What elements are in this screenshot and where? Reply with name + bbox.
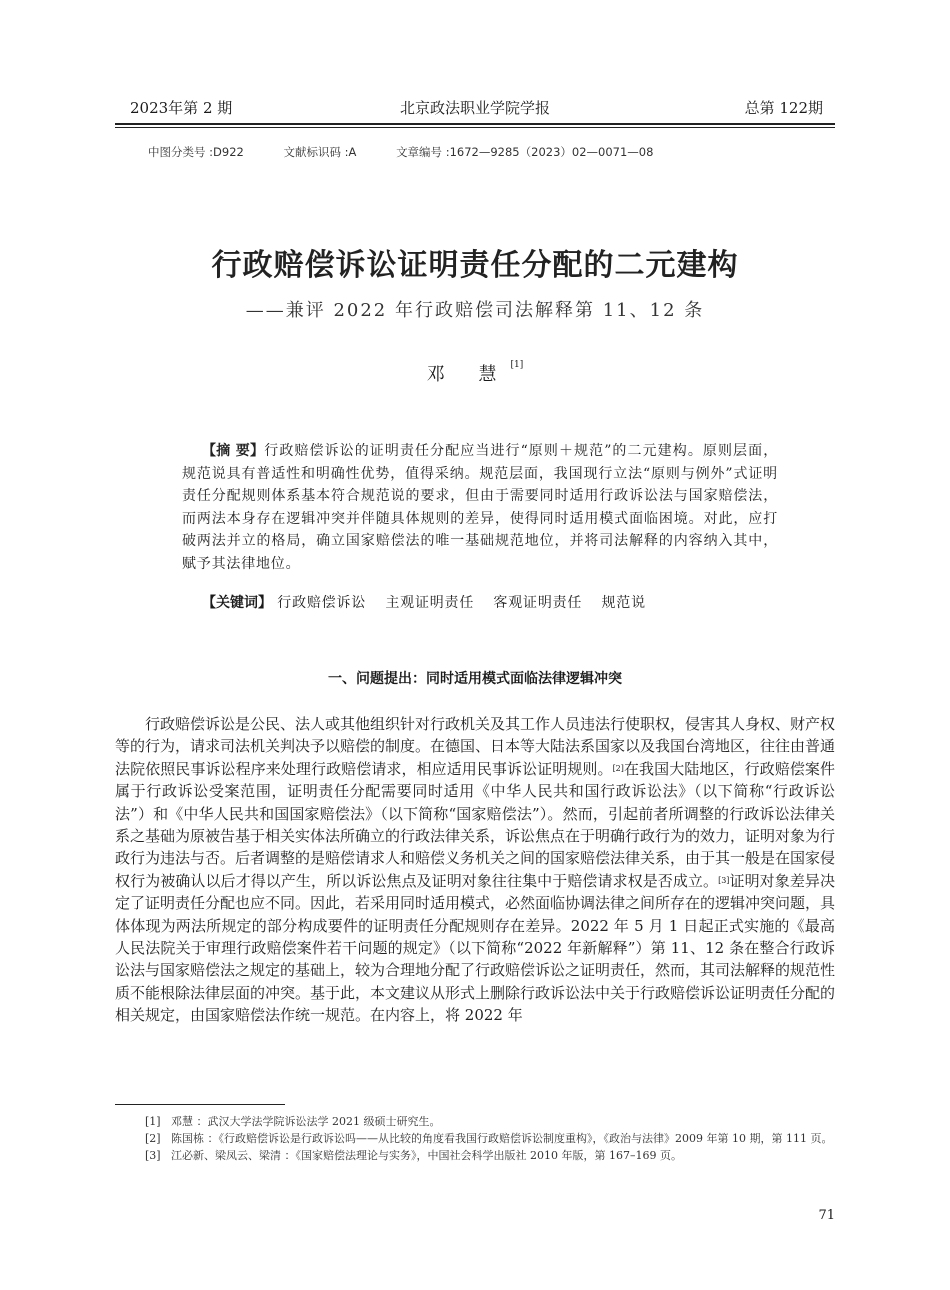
article-meta	[148, 144, 689, 160]
footnote-rule	[115, 1104, 285, 1105]
footnote-ref[interactable]: [2]	[612, 763, 624, 773]
keyword: 行政赔偿诉讼	[277, 595, 367, 611]
footnote-ref[interactable]: [3]	[718, 875, 730, 885]
author	[0, 360, 950, 386]
section-heading: 一、问题提出：同时适用模式面临法律逻辑冲突	[328, 671, 622, 687]
keywords	[202, 592, 660, 612]
keyword: 客观证明责任	[493, 595, 583, 611]
author-footnote-ref[interactable]: [1]	[510, 360, 524, 370]
document-code: 文献标识码 :A	[283, 145, 357, 159]
footnote: [1] 邓慧 ：武汉大学法学院诉讼法学 2021 级硕士研究生。	[145, 1115, 441, 1128]
footnotes	[115, 1113, 835, 1164]
clc-number: 中图分类号 :D922	[148, 145, 244, 159]
abstract-label: 【摘 要】	[202, 443, 265, 459]
author-name: 邓 慧	[426, 364, 511, 385]
article-subtitle: ——兼评 2022 年行政赔偿司法解释第 11、12 条	[245, 300, 705, 321]
keyword: 规范说	[601, 595, 646, 611]
paragraph: 行政赔偿诉讼是公民、法人或其他组织针对行政机关及其工作人员违法行使职权，侵害其人身权、财产权等的行为，请求司法机关判决予以赔偿的制度。在德国、日本等大陆法系国家以及我国台湾地区，往往由普通法院依照民事诉讼程序来处理行政赔偿请求，相应适用民事诉讼证明规则。[2]在我国大陆地区，行政赔偿案件属于行政诉讼受案范围，证明责任分配需要同时适用《中华人民共和国行政诉讼法》（以下简称“行政诉讼法”）和《中华人民共和国国家赔偿法》（以下简称“国家赔偿法”）。然而，引起前者所调整的行政诉讼法律关系之基础为原被告基于相关实体法所确立的行政法律关系，诉讼焦点在于明确行政行为的效力，证明对象为行政行为违法与否。后者调整的是赔偿请求人和赔偿义务机关之间的国家赔偿法律关系，由于其一般是在国家侵权行为被确认以后才得以产生，所以诉讼焦点及证明对象往往集中于赔偿请求权是否成立。[3]证明对象差异决定了证明责任分配也应不同。因此，若采用同时适用模式，必然面临协调法律之间所存在的逻辑冲突问题，具体体现为两法所规定的部分构成要件的证明责任分配规则存在差异。2022 年 5 月 1 日起正式实施的《最高人民法院关于审理行政赔偿案件若干问题的规定》（以下简称“2022 年新解释”）第 11、12 条在整合行政诉讼法与国家赔偿法之规定的基础上，较为合理地分配了行政赔偿诉讼之证明责任，然而，其司法解释的规范性质不能根除法律层面的冲突。基于此，本文建议从形式上删除行政诉讼法中关于行政赔偿诉讼证明责任分配的相关规定，由国家赔偿法作统一规范。在内容上，将 2022 年	[115, 715, 836, 1025]
article-number: 文章编号 :1672—9285（2023）02—0071—08	[396, 145, 654, 159]
total-issue-label: 总第 122期	[744, 99, 823, 117]
issue-label: 2023年第 2 期	[130, 99, 233, 117]
journal-name: 北京政法职业学院学报	[399, 99, 550, 117]
header-rule-thin	[115, 127, 835, 128]
footnote: [2] 陈国栋 ：《行政赔偿诉讼是行政诉讼吗——从比较的角度看我国行政赔偿诉讼制度重构》，《政治与法律》2009 年第 10 期，第 111 页。	[145, 1132, 833, 1145]
running-header	[115, 98, 835, 122]
article-title: 行政赔偿诉讼证明责任分配的二元建构	[211, 248, 739, 283]
footnote: [3] 江必新、梁凤云、梁清 ：《国家赔偿法理论与实务》，中国社会科学出版社 2010 年版，第 167–169 页。	[145, 1149, 682, 1162]
keyword: 主观证明责任	[385, 595, 475, 611]
header-rule-thick	[115, 123, 835, 125]
abstract-text: 行政赔偿诉讼的证明责任分配应当进行“原则＋规范”的二元建构。原则层面，规范说具有普适性和明确性优势，值得采纳。规范层面，我国现行立法“原则与例外”式证明责任分配规则体系基本符合规范说的要求，但由于需要同时适用行政诉讼法与国家赔偿法，而两法本身存在逻辑冲突并伴随具体规则的差异，使得同时适用模式面临困境。对此，应打破两法并立的格局，确立国家赔偿法的唯一基础规范地位，并将司法解释的内容纳入其中，赋予其法律地位。	[182, 443, 779, 572]
keywords-label: 【关键词】	[202, 595, 272, 611]
page-number: 71	[818, 1208, 835, 1223]
body-text	[115, 713, 835, 1027]
abstract	[182, 440, 778, 575]
